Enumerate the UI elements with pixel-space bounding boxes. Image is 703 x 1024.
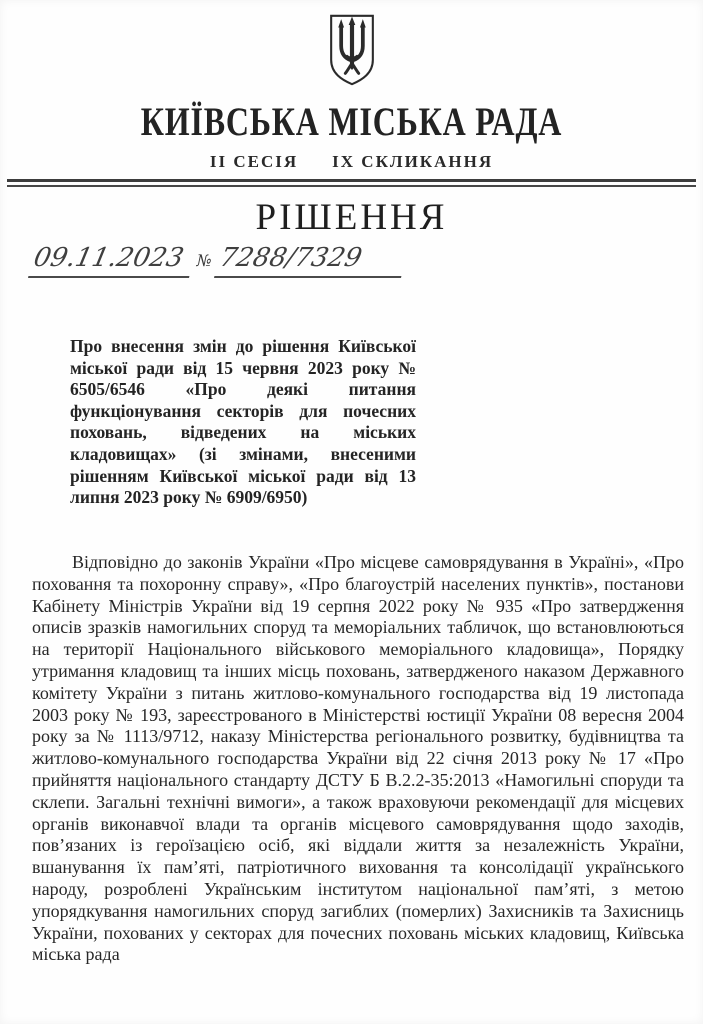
- decision-date-number-line: [28, 243, 409, 278]
- trident-icon: [327, 13, 377, 87]
- council-name-heading: КИЇВСЬКА МІСЬКА РАДА: [140, 99, 563, 144]
- number-sign: №: [194, 251, 214, 270]
- header-divider: [7, 179, 696, 187]
- decision-date-handwritten: 09.11.2023: [28, 243, 196, 278]
- decision-body-paragraph: Відповідно до законів України «Про місцеве самоврядування в Україні», «Про поховання та похоронну справу», «Про благоустрій населених пунктів», постанови Кабінету Міністрів України від 19 серпня 2022 року № 935 «Про затвердження описів зразків намогильних споруд та меморіальних табличок, що встановлюються на території Національного військового меморіального кладовища», Порядку утримання кладовищ та інших місць поховань, затвердженого наказом Державного комітету України з питань житлово-комунального господарства від 19 листопада 2003 року № 193, зареєстрованого в Міністерстві юстиції України 08 вересня 2004 року за № 1113/9712, наказу Міністерства регіонального розвитку, будівництва та житлово-комунального господарства України від 22 січня 2013 року № 17 «Про прийняття національного стандарту ДСТУ Б В.2.2-35:2013 «Намогильні споруди та склепи. Загальні технічні вимоги», а також враховуючи рекомендації для місцевих органів виконавчої влади та органів місцевого самоврядування щодо заходів, пов’язаних із героїзацією осіб, які віддали життя за незалежність України, вшанування їх пам’яті, патріотичного виховання та консолідації українського народу, розроблені Українським інститутом національної пам’яті, з метою упорядкування намогильних споруд загиблих (померлих) Захисників та Захисниць України, похованих у секторах для почесних поховань міських кладовищ, Київська міська рада: [32, 552, 684, 965]
- decision-title: Про внесення змін до рішення Київської міської ради від 15 червня 2023 року № 6505/6546 «Про деякі питання функціонування секторів для почесних поховань, відведених на міських кладовищах» (зі змінами, внесеними рішенням Київської міської ради від 13 липня 2023 року № 6909/6950): [70, 336, 416, 508]
- convocation-label: ІХ СКЛИКАННЯ: [332, 152, 494, 171]
- decision-number-handwritten: 7288/7329: [214, 243, 409, 278]
- decision-heading: РІШЕННЯ: [255, 197, 448, 238]
- ukraine-trident-emblem: [327, 13, 377, 92]
- session-label: ІІ СЕСІЯ: [209, 152, 299, 171]
- session-convocation-line: [0, 152, 703, 172]
